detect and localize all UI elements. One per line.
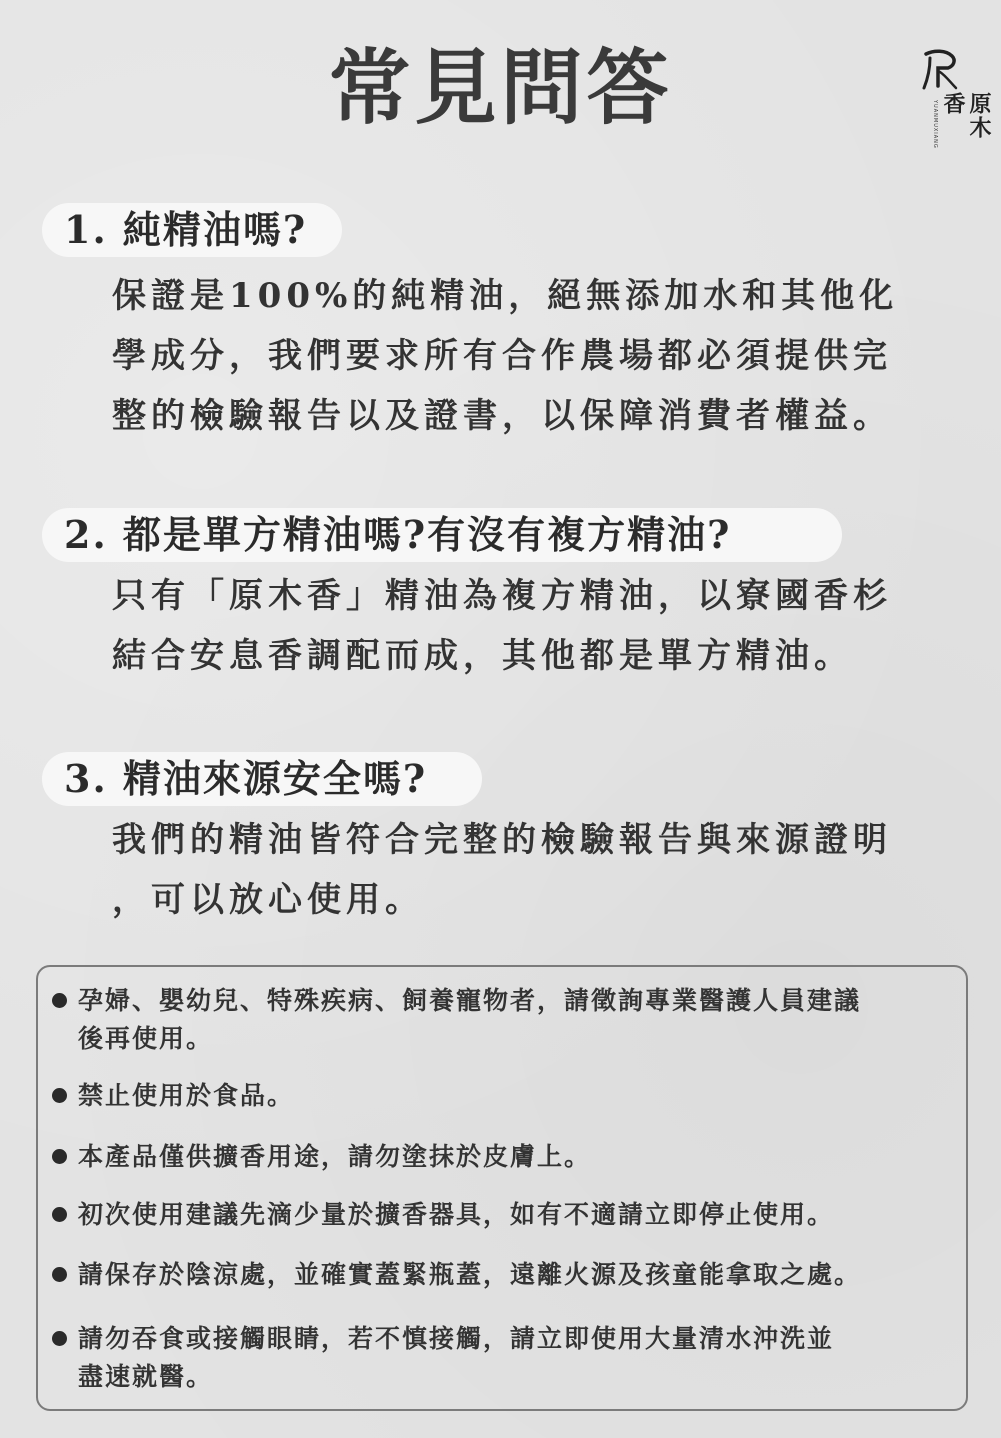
notice-line: 禁止使用於食品。 <box>78 1081 295 1110</box>
answer-line: 結合安息香調配而成，其他都是單方精油。 <box>112 636 853 676</box>
faq-answer-1 <box>112 266 962 446</box>
notice-item-5 <box>52 1256 962 1294</box>
faq-question-2: 2. 都是單方精油嗎?有沒有複方精油? <box>42 508 842 562</box>
notice-line: 後再使用。 <box>78 1024 214 1053</box>
answer-line: ，可以放心使用。 <box>112 880 424 920</box>
faq-answer-3 <box>112 810 962 930</box>
answer-line: 我們的精油皆符合完整的檢驗報告與來源證明 <box>112 820 892 860</box>
bullet-icon <box>52 993 67 1008</box>
notice-line: 孕婦、嬰幼兒、特殊疾病、飼養寵物者，請徵詢專業醫護人員建議 <box>78 986 862 1015</box>
brand-subtitle: YUANMUXIANG <box>932 100 938 149</box>
notice-item-3 <box>52 1138 962 1176</box>
answer-line: 只有「原木香」精油為複方精油，以寮國香杉 <box>112 576 892 616</box>
notice-item-1 <box>52 982 962 1058</box>
notice-line: 初次使用建議先滴少量於擴香器具，如有不適請立即停止使用。 <box>78 1200 835 1229</box>
notice-line: 請保存於陰涼處，並確實蓋緊瓶蓋，遠離火源及孩童能拿取之處。 <box>78 1260 862 1289</box>
notice-item-4 <box>52 1196 962 1234</box>
notice-line: 本產品僅供擴香用途，請勿塗抹於皮膚上。 <box>78 1142 592 1171</box>
brand-name-text: 原木香 <box>940 92 992 140</box>
brand-mark-icon <box>920 48 960 92</box>
answer-line: 整的檢驗報告以及證書，以保障消費者權益。 <box>112 396 892 436</box>
faq-question-3: 3. 精油來源安全嗎? <box>42 752 482 806</box>
brand-logo <box>918 48 992 152</box>
faq-answer-2 <box>112 566 962 686</box>
bullet-icon <box>52 1331 67 1346</box>
page-title: 常見問答 <box>328 40 673 136</box>
faq-question-1: 1. 純精油嗎? <box>42 203 342 257</box>
bullet-icon <box>52 1267 67 1282</box>
bullet-icon <box>52 1149 67 1164</box>
notice-item-6 <box>52 1320 962 1396</box>
brand-name <box>940 92 992 152</box>
notice-line: 盡速就醫。 <box>78 1362 214 1391</box>
answer-line: 保證是100%的純精油，絕無添加水和其他化 <box>112 276 899 316</box>
notice-item-2 <box>52 1077 962 1115</box>
notice-line: 請勿吞食或接觸眼睛，若不慎接觸，請立即使用大量清水沖洗並 <box>78 1324 835 1353</box>
answer-line: 學成分，我們要求所有合作農場都必須提供完 <box>112 336 892 376</box>
bullet-icon <box>52 1207 67 1222</box>
bullet-icon <box>52 1088 67 1103</box>
